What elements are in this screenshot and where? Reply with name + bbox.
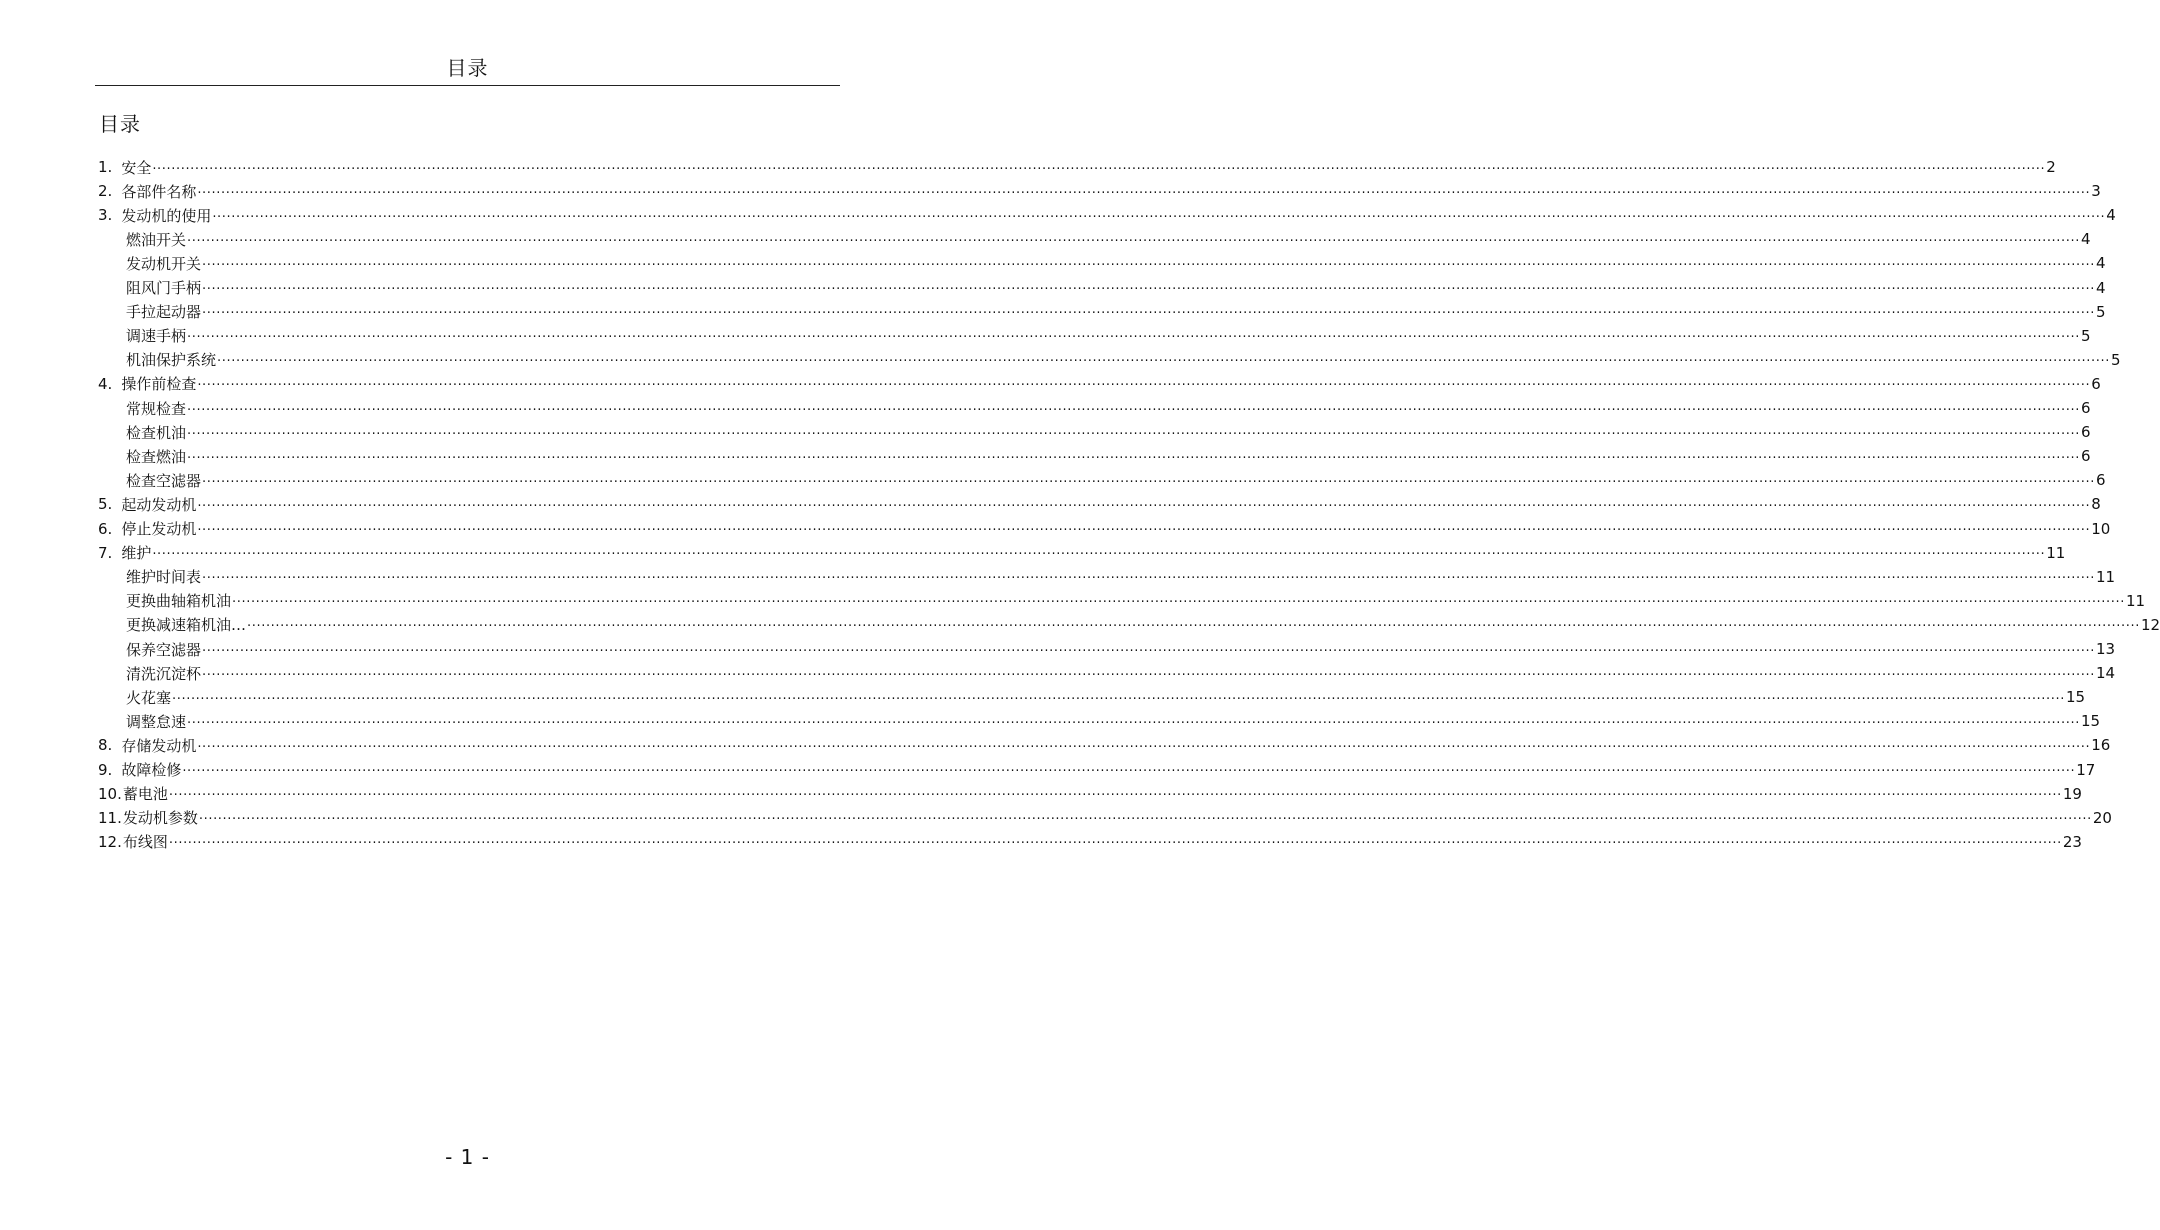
toc-entry-page: 6	[2080, 423, 2091, 442]
dot-leader: ................................................................................................................................................................................................................................................................................................................................................................................................................	[187, 422, 2080, 438]
toc-entry-number: 8.	[98, 736, 113, 755]
toc-entry[interactable]	[98, 517, 2111, 541]
toc-entry-page: 4	[2095, 254, 2106, 273]
dot-leader: ................................................................................................................................................................................................................................................................................................................................................................................................................	[197, 181, 2091, 197]
toc-entry[interactable]	[98, 203, 2116, 227]
toc-entry-label: 检查空滤器	[126, 471, 202, 490]
dot-leader: ................................................................................................................................................................................................................................................................................................................................................................................................................	[198, 808, 2092, 824]
toc-entry-page: 11	[2046, 543, 2066, 562]
toc-entry[interactable]	[98, 155, 2056, 179]
toc-entry[interactable]	[126, 348, 2121, 372]
toc-entry-number: 7.	[98, 543, 113, 562]
running-header: 目录	[446, 56, 489, 80]
toc-entry[interactable]	[126, 685, 2086, 709]
toc-entry-page: 8	[2091, 495, 2101, 514]
toc-entry-label: 阻风门手柄	[126, 279, 202, 297]
toc-entry-label: 检查机油	[126, 423, 187, 442]
toc-entry[interactable]	[98, 179, 2101, 203]
toc-entry[interactable]	[126, 420, 2091, 444]
dot-leader: ................................................................................................................................................................................................................................................................................................................................................................................................................	[197, 374, 2091, 390]
toc-entry-page: 20	[2092, 808, 2112, 827]
toc-entry-label: 机油保护系统	[126, 351, 217, 370]
dot-leader: ................................................................................................................................................................................................................................................................................................................................................................................................................	[212, 205, 2106, 221]
dot-leader: ................................................................................................................................................................................................................................................................................................................................................................................................................	[217, 350, 2110, 366]
toc-entry-number: 10.	[98, 784, 122, 803]
toc-entry-page: 13	[2095, 640, 2116, 658]
dot-leader: ................................................................................................................................................................................................................................................................................................................................................................................................................	[202, 470, 2095, 486]
toc-entry[interactable]	[126, 468, 2106, 492]
toc-entry-page: 5	[2110, 350, 2121, 369]
toc-entry-page: 15	[2065, 688, 2086, 707]
toc-entry-label: 起动发动机	[121, 495, 197, 514]
toc-entry-label: 安全	[121, 158, 152, 177]
toc-entry[interactable]	[126, 565, 2116, 589]
toc-entry-number: 6.	[98, 519, 113, 538]
dot-leader: ................................................................................................................................................................................................................................................................................................................................................................................................................	[197, 494, 2091, 510]
toc-entry[interactable]	[126, 637, 2116, 661]
toc-entry-label: 蓄电池	[122, 785, 168, 804]
toc-entry-page: 4	[2095, 278, 2106, 297]
dot-leader: ................................................................................................................................................................................................................................................................................................................................................................................................................	[202, 278, 2095, 293]
toc-entry-label: 发动机开关	[126, 254, 202, 273]
dot-leader: ................................................................................................................................................................................................................................................................................................................................................................................................................	[202, 663, 2095, 679]
page-number: - 1 -	[445, 1145, 490, 1169]
toc-entry-page: 6	[2095, 471, 2106, 490]
toc-entry-page: 10	[2091, 519, 2111, 538]
toc-entry-label: 发动机的使用	[121, 206, 212, 225]
toc-entry-label: 存储发动机	[121, 736, 197, 755]
dot-leader: ................................................................................................................................................................................................................................................................................................................................................................................................................	[152, 543, 2046, 559]
toc-entry-number: 11.	[98, 808, 122, 827]
dot-leader: ................................................................................................................................................................................................................................................................................................................................................................................................................	[202, 639, 2095, 655]
toc-entry-label: 燃油开关	[126, 230, 187, 249]
toc-entry-page: 2	[2046, 158, 2056, 176]
toc-entry-label: 各部件名称	[121, 182, 197, 201]
dot-leader: ................................................................................................................................................................................................................................................................................................................................................................................................................	[202, 302, 2095, 318]
toc-entry[interactable]	[126, 276, 2106, 300]
dot-leader: ................................................................................................................................................................................................................................................................................................................................................................................................................	[168, 784, 2062, 800]
toc-entry-page: 5	[2080, 326, 2091, 345]
dot-leader: ................................................................................................................................................................................................................................................................................................................................................................................................................	[182, 760, 2076, 775]
toc-entry[interactable]	[126, 227, 2091, 251]
toc-entry-label: 保养空滤器	[126, 640, 202, 659]
toc-entry[interactable]	[98, 782, 2082, 806]
toc-entry[interactable]	[126, 324, 2091, 348]
dot-leader: ................................................................................................................................................................................................................................................................................................................................................................................................................	[232, 591, 2125, 607]
toc-entry-page: 11	[2125, 591, 2146, 610]
toc-entry-label: 清洗沉淀杯	[126, 664, 202, 683]
toc-entry-page: 11	[2095, 567, 2116, 586]
toc-entry[interactable]	[126, 589, 2146, 613]
toc-entry-label: 停止发动机	[121, 520, 197, 538]
toc-entry-number: 12.	[98, 832, 122, 851]
toc-entry[interactable]	[126, 613, 2160, 637]
toc-entry[interactable]	[98, 541, 2066, 565]
toc-entry-label: 火花塞	[126, 688, 172, 707]
toc-entry-label: 布线图	[122, 833, 168, 852]
toc-entry-page: 4	[2106, 206, 2116, 225]
toc-entry[interactable]	[126, 444, 2091, 468]
toc-entry-label: 发动机参数	[122, 809, 198, 828]
dot-leader: ................................................................................................................................................................................................................................................................................................................................................................................................................	[152, 157, 2046, 173]
toc-entry-page: 6	[2080, 399, 2091, 417]
toc-entry-label: 维护时间表	[126, 568, 202, 587]
toc-entry-number: 5.	[98, 495, 113, 514]
toc-entry-label: 维护	[121, 544, 152, 563]
toc-entry-number: 4.	[98, 374, 113, 393]
toc-entry[interactable]	[98, 806, 2112, 830]
toc-entry-label: 故障检修	[121, 761, 182, 779]
dot-leader: ................................................................................................................................................................................................................................................................................................................................................................................................................	[168, 832, 2062, 848]
toc-entry-label: 更换减速箱机油…	[126, 616, 247, 635]
toc-entry-page: 3	[2091, 182, 2101, 201]
toc-entry[interactable]	[98, 758, 2096, 782]
toc-entry-page: 15	[2080, 712, 2101, 731]
toc-title: 目录	[99, 112, 141, 136]
toc-entry[interactable]	[126, 396, 2091, 420]
dot-leader: ................................................................................................................................................................................................................................................................................................................................................................................................................	[187, 711, 2080, 727]
toc-entry-page: 6	[2080, 447, 2091, 466]
dot-leader: ................................................................................................................................................................................................................................................................................................................................................................................................................	[202, 567, 2095, 583]
toc-entry[interactable]	[126, 251, 2106, 275]
toc-entry-label: 手拉起动器	[126, 303, 202, 322]
toc-entry-label: 常规检查	[126, 399, 187, 418]
toc-entry-page: 4	[2080, 230, 2091, 249]
dot-leader: ................................................................................................................................................................................................................................................................................................................................................................................................................	[187, 446, 2080, 462]
dot-leader: ................................................................................................................................................................................................................................................................................................................................................................................................................	[202, 253, 2095, 269]
toc-entry-label: 更换曲轴箱机油	[126, 592, 232, 611]
toc-entry-page: 14	[2095, 664, 2116, 683]
toc-entry[interactable]	[126, 709, 2101, 733]
toc-entry-page: 19	[2062, 784, 2082, 803]
toc-entry-page: 6	[2091, 374, 2101, 393]
toc-entry-page: 12	[2140, 615, 2160, 634]
toc-entry-number: 9.	[98, 760, 113, 779]
toc-entry[interactable]	[98, 492, 2101, 516]
toc-entry-label: 操作前检查	[121, 375, 197, 394]
toc-entry-page: 17	[2076, 760, 2096, 779]
dot-leader: ................................................................................................................................................................................................................................................................................................................................................................................................................	[172, 687, 2065, 703]
toc-entry[interactable]	[98, 733, 2111, 757]
toc-entry[interactable]	[126, 661, 2116, 685]
toc-entry[interactable]	[98, 372, 2101, 396]
toc-entry-page: 23	[2062, 832, 2082, 851]
dot-leader: ................................................................................................................................................................................................................................................................................................................................................................................................................	[187, 398, 2080, 414]
toc-entry-label: 检查燃油	[126, 447, 187, 466]
toc-entry-label: 调速手柄	[126, 327, 187, 346]
toc-entry-number: 1.	[98, 158, 113, 176]
dot-leader: ................................................................................................................................................................................................................................................................................................................................................................................................................	[247, 615, 2140, 631]
dot-leader: ................................................................................................................................................................................................................................................................................................................................................................................................................	[197, 735, 2091, 751]
toc-entry-number: 2.	[98, 182, 113, 201]
dot-leader: ................................................................................................................................................................................................................................................................................................................................................................................................................	[187, 326, 2080, 342]
toc-entry[interactable]	[98, 830, 2082, 854]
toc-entry-page: 16	[2091, 736, 2111, 755]
toc-entry-number: 3.	[98, 206, 113, 225]
dot-leader: ................................................................................................................................................................................................................................................................................................................................................................................................................	[187, 229, 2080, 245]
dot-leader: ................................................................................................................................................................................................................................................................................................................................................................................................................	[197, 519, 2091, 534]
header-rule	[95, 85, 840, 86]
toc-entry[interactable]	[126, 300, 2106, 324]
toc-entry-label: 调整怠速	[126, 712, 187, 731]
toc-entry-page: 5	[2095, 302, 2106, 321]
